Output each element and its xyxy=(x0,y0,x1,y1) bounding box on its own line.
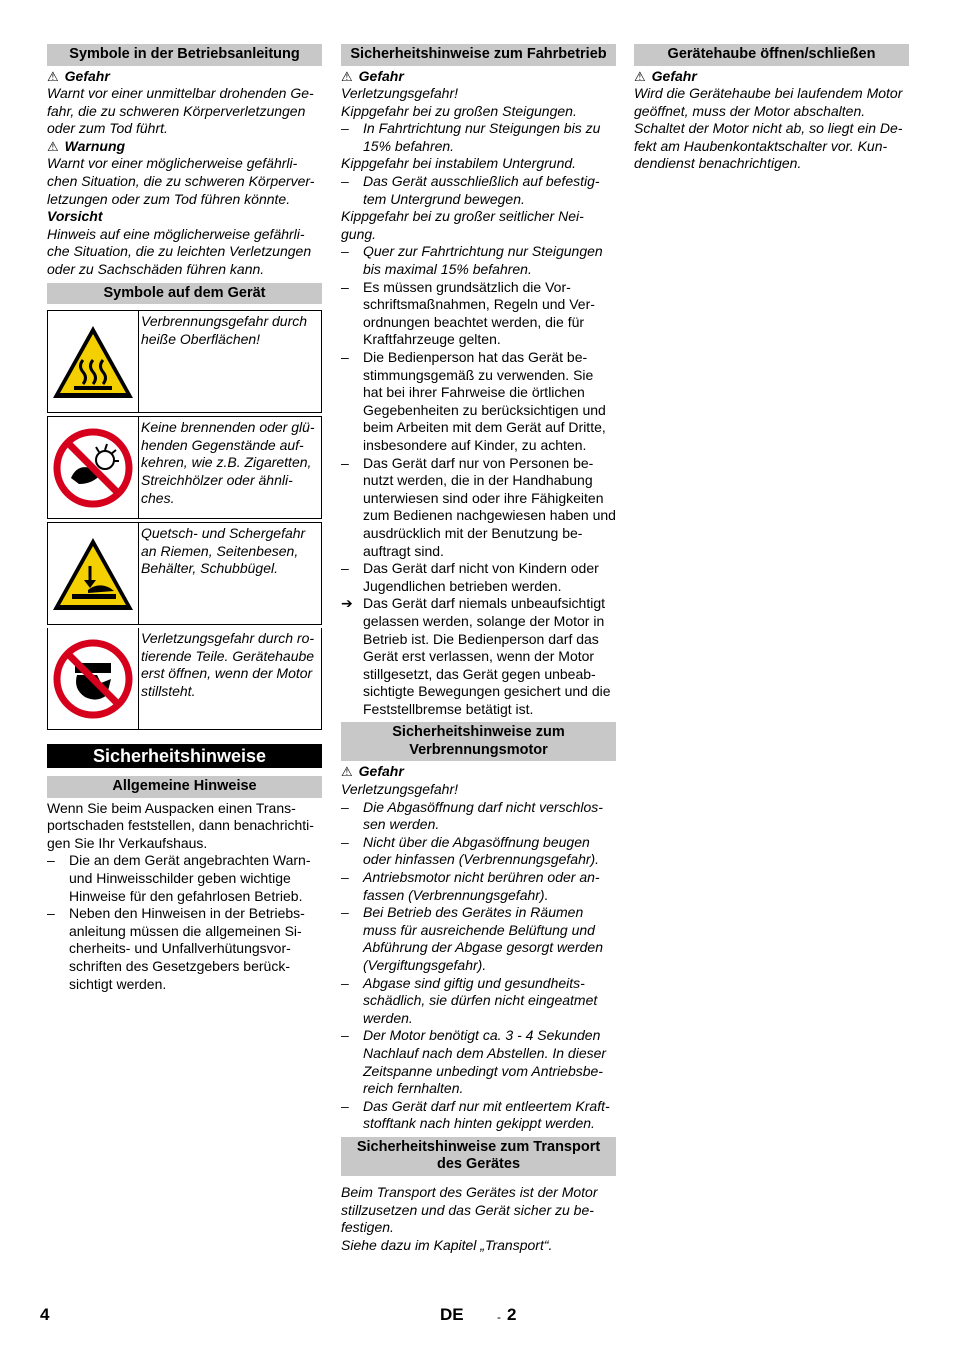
warnung-text: Warnt vor einer möglicherweise gefährli-chen Situation, die zu schweren Körperver-letzungen oder zum Tod führen könnte. xyxy=(47,155,315,207)
list-item: – Es müssen grundsätzlich die Vor-schriftsmaßnahmen, Regeln und Ver-ordnungen beachtet werden, die für Kraftfahrzeuge gelten. xyxy=(341,279,616,349)
list-item: – Die Abgasöffnung darf nicht verschlos-sen werden. xyxy=(341,799,616,834)
vorsicht-text: Hinweis auf eine möglicherweise gefährli-che Situation, die zu leichten Verletzungen oder zu Sachschäden führen kann. xyxy=(47,225,312,278)
driving-list xyxy=(341,279,616,719)
list-item: – Der Motor benötigt ca. 3 - 4 Sekunden Nachlauf nach dem Abstellen. In dieser Zeitspanne unbedingt vom Antriebsbe-reich fernhalten. xyxy=(341,1027,616,1097)
symbol-text: Verletzungsgefahr durch ro-tierende Teile. Gerätehaube erst öffnen, wenn der Motor stillsteht. xyxy=(141,630,315,699)
warning-triangle-icon: ⚠ xyxy=(47,138,59,154)
symbol-row xyxy=(47,628,322,730)
symbol-text: Verbrennungsgefahr durch heiße Oberflächen! xyxy=(141,313,308,347)
general-intro: Wenn Sie beim Auspacken einen Trans-portschaden feststellen, dann benachrichti-gen Sie Ihr Verkaufshaus. xyxy=(47,799,314,851)
list-item: – Abgase sind giftig und gesundheits-schädlich, sie dürfen nicht eingeatmet werden. xyxy=(341,975,616,1028)
warning-triangle-icon: ⚠ xyxy=(341,68,353,84)
column-2 xyxy=(341,44,616,1254)
engine-list xyxy=(341,799,616,1133)
column-1 xyxy=(47,44,322,993)
list-item: – Die Bedienperson hat das Gerät be-stimmungsgemäß zu verwenden. Sie hat bei ihrer Fahrweise die örtlichen Gegebenheiten zu berücksichtigen und beim Arbeiten mit dem Gerät auf Dritte, insbesondere auf Kinder, zu achten. xyxy=(341,349,616,455)
arrow-list-item: ➔ Das Gerät darf niemals unbeaufsichtigt gelassen werden, solange der Motor in Betrieb ist. Die Bedienperson darf das Gerät erst verlassen, wenn der Motor stillgesetzt, das Gerät gegen unbeab-sichtigte Bewegungen gesichert und die Feststellbremse betätigt ist. xyxy=(341,595,616,718)
tip-ground-text: Kippgefahr bei instabilem Untergrund. xyxy=(341,155,577,172)
injury-text: Verletzungsgefahr! xyxy=(341,85,458,102)
list-item: – In Fahrtrichtung nur Steigungen bis zu 15% befahren. xyxy=(341,120,616,155)
symbol-row xyxy=(47,522,322,625)
gefahr-label: ⚠ Gefahr xyxy=(341,67,404,84)
no-open-flame-icon xyxy=(48,417,139,518)
warning-triangle-icon: ⚠ xyxy=(634,68,646,84)
footer-separator: - xyxy=(497,1310,501,1324)
hot-surface-warning-icon xyxy=(48,311,139,412)
list-item: – Das Gerät darf nur mit entleertem Kraft-stofftank nach hinten gekippt werden. xyxy=(341,1098,616,1133)
transport-ref: Siehe dazu im Kapitel „Transport“. xyxy=(341,1236,553,1253)
list-item: – Die an dem Gerät angebrachten Warn- und Hinweisschilder geben wichtige Hinweise für den gefahrlosen Betrieb. xyxy=(47,852,322,905)
list-item: – Quer zur Fahrtrichtung nur Steigungen bis maximal 15% befahren. xyxy=(341,243,616,278)
gefahr-label: ⚠ Gefahr xyxy=(634,67,697,84)
symbol-text: Quetsch- und Schergefahr an Riemen, Seitenbesen, Behälter, Schubbügel. xyxy=(141,525,306,577)
no-reaching-rotating-parts-icon xyxy=(48,628,139,729)
gefahr-label: ⚠ Gefahr xyxy=(341,763,404,780)
list-item: – Das Gerät darf nur von Personen be-nutzt werden, die in der Handhabung unterwiesen sind oder ihre Fähigkeiten zum Bedienen nachgewiesen haben und ausdrücklich mit der Benutzung be-auftragt sind. xyxy=(341,455,616,561)
language-code: DE xyxy=(440,1305,464,1324)
column-3 xyxy=(634,44,909,173)
gefahr-label: ⚠ Gefahr xyxy=(47,67,110,84)
tip-slope-text: Kippgefahr bei zu großen Steigungen. xyxy=(341,102,577,119)
symbol-text: Keine brennenden oder glü-henden Gegenstände auf-kehren, wie z.B. Zigaretten, Streichhölzer oder ähnli-ches. xyxy=(141,419,315,506)
symbol-table xyxy=(47,310,322,730)
heading-engine: Sicherheitshinweise zum Verbrennungsmotor xyxy=(341,722,616,761)
list-item: – Das Gerät ausschließlich auf befestig-tem Untergrund bewegen. xyxy=(341,173,616,208)
page-number: 4 xyxy=(40,1305,50,1324)
hood-text: Wird die Gerätehaube bei laufendem Motor geöffnet, muss der Motor abschalten. Schaltet der Motor nicht ab, so liegt ein De-fekt am Haubenkontaktschalter vor. Kun-dendienst benachrichtigen. xyxy=(634,85,903,172)
warnung-label: ⚠ Warnung xyxy=(47,137,126,154)
general-list xyxy=(47,852,322,993)
list-item: – Bei Betrieb des Gerätes in Räumen muss für ausreichende Belüftung und Abführung der Abgase gesorgt werden (Vergiftungsgefahr). xyxy=(341,904,616,974)
section-page-number: 2 xyxy=(507,1305,517,1324)
heading-general: Allgemeine Hinweise xyxy=(47,776,322,798)
warning-triangle-icon: ⚠ xyxy=(341,764,353,780)
vorsicht-label: Vorsicht xyxy=(47,208,103,225)
crush-hazard-icon xyxy=(48,523,139,624)
gefahr-text: Warnt vor einer unmittelbar drohenden Ge-fahr, die zu schweren Körperverletzungen oder zum Tod führt. xyxy=(47,85,314,137)
chapter-title: Sicherheitshinweise xyxy=(47,744,322,768)
heading-symbols-device: Symbole auf dem Gerät xyxy=(47,283,322,305)
tip-side-text: Kippgefahr bei zu großer seitlicher Nei-gung. xyxy=(341,208,584,242)
list-item: – Neben den Hinweisen in der Betriebs-anleitung müssen die allgemeinen Si-cherheits- und Unfallverhütungsvor-schriften des Gesetzgebers berück-sichtigt werden. xyxy=(47,905,322,993)
list-item: – Antriebsmotor nicht berühren oder an-fassen (Verbrennungsgefahr). xyxy=(341,869,616,904)
list-item: – Das Gerät darf nicht von Kindern oder Jugendlichen betrieben werden. xyxy=(341,560,616,595)
symbol-row xyxy=(47,310,322,413)
heading-symbols-manual: Symbole in der Betriebsanleitung xyxy=(47,44,322,66)
injury-text: Verletzungsgefahr! xyxy=(341,781,458,798)
heading-driving: Sicherheitshinweise zum Fahrbetrieb xyxy=(341,44,616,66)
list-item: – Nicht über die Abgasöffnung beugen oder hinfassen (Verbrennungsgefahr). xyxy=(341,834,616,869)
heading-hood: Gerätehaube öffnen/schließen xyxy=(634,44,909,66)
symbol-row xyxy=(47,416,322,519)
transport-text: Beim Transport des Gerätes ist der Motor stillzusetzen und das Gerät sicher zu be-festigen. xyxy=(341,1183,598,1236)
warning-triangle-icon: ⚠ xyxy=(47,68,59,84)
heading-transport: Sicherheitshinweise zum Transport des Gerätes xyxy=(341,1137,616,1176)
